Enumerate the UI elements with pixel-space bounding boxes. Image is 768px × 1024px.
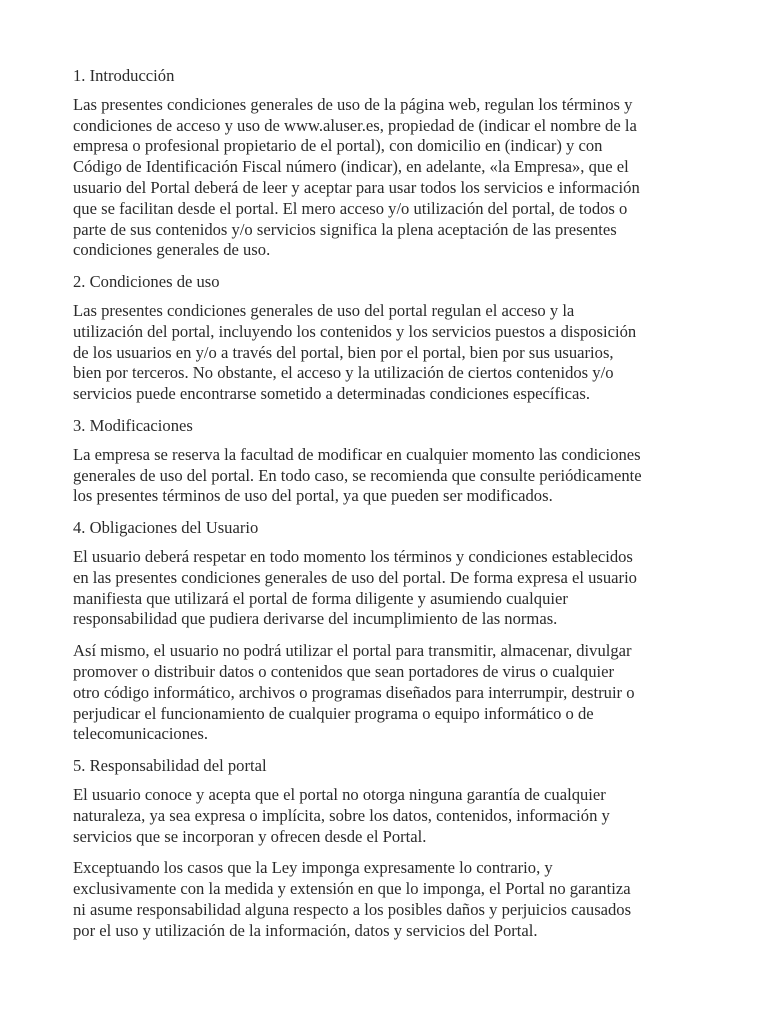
section-responsabilidad-del-portal [73, 756, 703, 941]
section-condiciones-de-uso [73, 272, 703, 405]
text-line: otro código informático, archivos o programas diseñados para interrumpir, destruir o [73, 682, 635, 702]
section-introduccion [73, 66, 703, 261]
section-heading: 2. Condiciones de uso [73, 272, 220, 292]
text-line: condiciones de acceso y uso de www.aluser.es, propiedad de (indicar el nombre de la [73, 115, 637, 135]
text-line: manifiesta que utilizará el portal de forma diligente y asumiendo cualquier [73, 588, 568, 608]
text-line: que se facilitan desde el portal. El mero acceso y/o utilización del portal, de todos o [73, 198, 628, 218]
text-line: perjudicar el funcionamiento de cualquier programa o equipo informático o de [73, 703, 594, 723]
text-line: Código de Identificación Fiscal número (indicar), en adelante, «la Empresa», que el [73, 157, 629, 177]
paragraph [73, 95, 703, 261]
text-line: utilización del portal, incluyendo los contenidos y los servicios puestos a disposición [73, 321, 637, 341]
text-line: usuario del Portal deberá de leer y aceptar para usar todos los servicios e información [73, 177, 640, 197]
text-line: servicios que se incorporan y ofrecen desde el Portal. [73, 826, 427, 846]
text-line: por el uso y utilización de la información, datos y servicios del Portal. [73, 920, 538, 940]
text-line: ni asume responsabilidad alguna respecto a los posibles daños y perjuicios causados [73, 899, 632, 919]
section-heading: 4. Obligaciones del Usuario [73, 518, 259, 538]
text-line: Las presentes condiciones generales de uso del portal regulan el acceso y la [73, 300, 575, 320]
text-line: servicios puede encontrarse sometido a determinadas condiciones específicas. [73, 384, 590, 404]
paragraph [73, 641, 703, 745]
text-line: exclusivamente con la medida y extensión en que lo imponga, el Portal no garantiza [73, 879, 631, 899]
text-line: El usuario deberá respetar en todo momento los términos y condiciones establecidos [73, 546, 633, 566]
text-line: responsabilidad que pudiera derivarse del incumplimiento de las normas. [73, 609, 558, 629]
section-heading: 5. Responsabilidad del portal [73, 756, 267, 776]
text-line: Las presentes condiciones generales de uso de la página web, regulan los términos y [73, 94, 633, 114]
text-line: generales de uso del portal. En todo caso, se recomienda que consulte periódicamente [73, 465, 642, 485]
paragraph [73, 547, 703, 630]
text-line: empresa o profesional propietario de el portal), con domicilio en (indicar) y con [73, 136, 603, 156]
text-line: Así mismo, el usuario no podrá utilizar el portal para transmitir, almacenar, divulgar [73, 641, 632, 661]
section-obligaciones-del-usuario [73, 518, 703, 745]
text-line: de los usuarios en y/o a través del portal, bien por el portal, bien por sus usuarios, [73, 342, 614, 362]
text-line: en las presentes condiciones generales de uso del portal. De forma expresa el usuario [73, 567, 637, 587]
text-line: Exceptuando los casos que la Ley imponga expresamente lo contrario, y [73, 858, 553, 878]
text-line: promover o distribuir datos o contenidos que sean portadores de virus o cualquier [73, 661, 615, 681]
section-heading: 3. Modificaciones [73, 415, 193, 435]
text-line: bien por terceros. No obstante, el acceso y la utilización de ciertos contenidos y/o [73, 363, 614, 383]
section-heading: 1. Introducción [73, 66, 175, 85]
paragraph [73, 858, 703, 941]
document-page [73, 66, 703, 952]
section-modificaciones [73, 416, 703, 507]
text-line: condiciones generales de uso. [73, 240, 271, 260]
text-line: La empresa se reserva la facultad de modificar en cualquier momento las condiciones [73, 444, 641, 464]
text-line: naturaleza, ya sea expresa o implícita, sobre los datos, contenidos, información y [73, 805, 610, 825]
paragraph [73, 785, 703, 847]
text-line: parte de sus contenidos y/o servicios significa la plena aceptación de las presentes [73, 219, 617, 239]
paragraph [73, 445, 703, 507]
text-line: telecomunicaciones. [73, 724, 208, 744]
paragraph [73, 301, 703, 405]
text-line: El usuario conoce y acepta que el portal no otorga ninguna garantía de cualquier [73, 784, 606, 804]
text-line: los presentes términos de uso del portal, ya que pueden ser modificados. [73, 486, 553, 506]
